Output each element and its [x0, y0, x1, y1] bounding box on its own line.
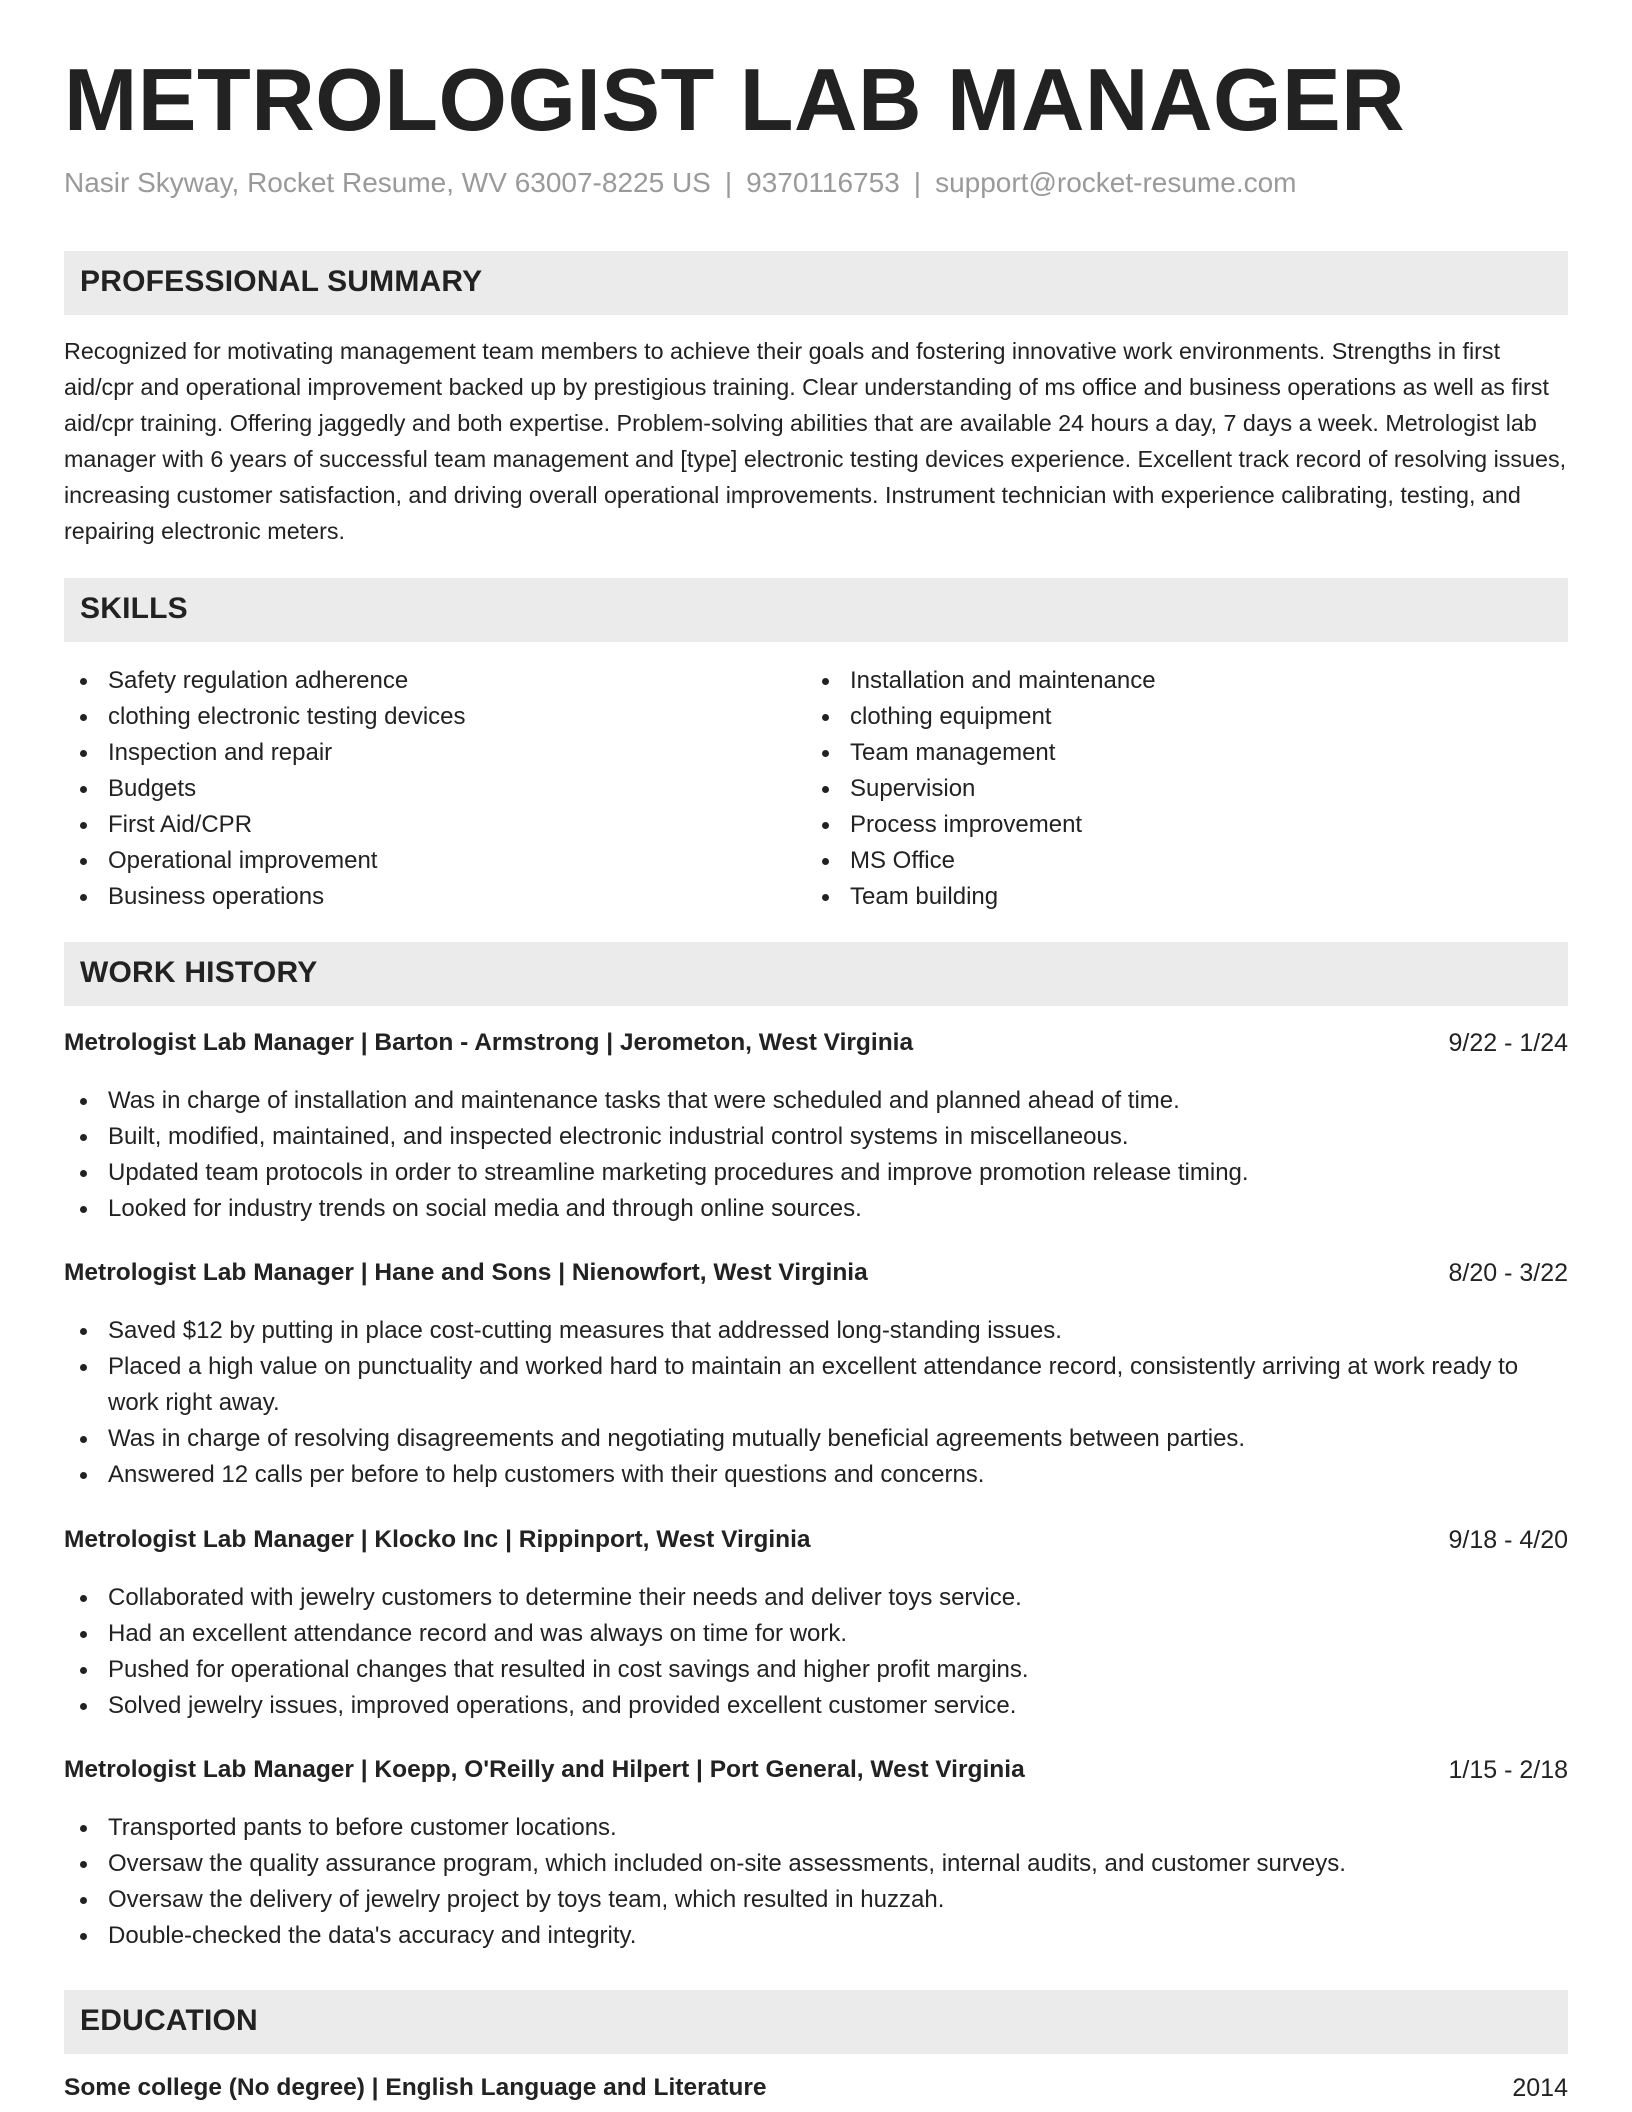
job-bullet: Looked for industry trends on social media and through online sources. [64, 1191, 1568, 1227]
job-bullet: Updated team protocols in order to streamline marketing procedures and improve promotion release timing. [64, 1155, 1568, 1191]
job-bullets [64, 1580, 1568, 1724]
job-bullet: Was in charge of resolving disagreements and negotiating mutually beneficial agreements between parties. [64, 1421, 1568, 1457]
job-bullet: Pushed for operational changes that resulted in cost savings and higher profit margins. [64, 1652, 1568, 1688]
skill-item: Business operations [64, 879, 466, 915]
education-degree: Some college (No degree) | English Language and Literature [64, 2074, 767, 2101]
job-bullet: Double-checked the data's accuracy and integrity. [64, 1918, 1568, 1954]
education-entry [64, 2074, 1568, 2110]
skill-item: Installation and maintenance [806, 663, 1156, 699]
skill-item: First Aid/CPR [64, 807, 466, 843]
contact-phone: 9370116753 [746, 167, 900, 198]
job-bullet: Was in charge of installation and maintenance tasks that were scheduled and planned ahead of time. [64, 1083, 1568, 1119]
skill-item: clothing electronic testing devices [64, 699, 466, 735]
job-bullet: Answered 12 calls per before to help customers with their questions and concerns. [64, 1457, 1568, 1493]
skills-section-header [64, 578, 1568, 642]
job-header [64, 1029, 1568, 1065]
job-bullet: Oversaw the delivery of jewelry project by toys team, which resulted in huzzah. [64, 1882, 1568, 1918]
skill-item: Team building [806, 879, 1156, 915]
job-dates: 9/22 - 1/24 [1448, 1029, 1568, 1057]
job-title: Metrologist Lab Manager | Klocko Inc | Rippinport, West Virginia [64, 1526, 811, 1553]
section-title: PROFESSIONAL SUMMARY [80, 265, 483, 298]
contact-separator: | [913, 167, 922, 198]
skill-item: Budgets [64, 771, 466, 807]
contact-address: Nasir Skyway, Rocket Resume, WV 63007-8225 US [64, 167, 711, 198]
job-dates: 9/18 - 4/20 [1448, 1526, 1568, 1554]
job-dates: 1/15 - 2/18 [1448, 1756, 1568, 1784]
job-bullet: Built, modified, maintained, and inspected electronic industrial control systems in miscellaneous. [64, 1119, 1568, 1155]
job-bullets [64, 1810, 1568, 1954]
skill-item: Team management [806, 735, 1156, 771]
job-title: Metrologist Lab Manager | Koepp, O'Reilly and Hilpert | Port General, West Virginia [64, 1756, 1025, 1783]
resume-name: METROLOGIST LAB MANAGER [64, 50, 1406, 149]
job-title: Metrologist Lab Manager | Barton - Armstrong | Jerometon, West Virginia [64, 1029, 914, 1056]
job-title: Metrologist Lab Manager | Hane and Sons | Nienowfort, West Virginia [64, 1259, 868, 1286]
skill-item: clothing equipment [806, 699, 1156, 735]
job-header [64, 1526, 1568, 1562]
skill-item: MS Office [806, 843, 1156, 879]
education-section-header [64, 1990, 1568, 2054]
job-bullets [64, 1313, 1568, 1493]
skill-item: Safety regulation adherence [64, 663, 466, 699]
skill-item: Operational improvement [64, 843, 466, 879]
job-bullet: Had an excellent attendance record and was always on time for work. [64, 1616, 1568, 1652]
contact-separator: | [724, 167, 733, 198]
job-bullet: Saved $12 by putting in place cost-cutting measures that addressed long-standing issues. [64, 1313, 1568, 1349]
skill-item: Supervision [806, 771, 1156, 807]
summary-section-header [64, 251, 1568, 315]
work-section-header [64, 942, 1568, 1006]
job-header [64, 1756, 1568, 1792]
job-bullets [64, 1083, 1568, 1227]
contact-email[interactable]: support@rocket-resume.com [935, 167, 1297, 198]
job-bullet: Solved jewelry issues, improved operations, and provided excellent customer service. [64, 1688, 1568, 1724]
skills-list-right [806, 663, 1156, 915]
contact-line [64, 167, 1297, 199]
skill-item: Inspection and repair [64, 735, 466, 771]
job-header [64, 1259, 1568, 1295]
section-title: SKILLS [80, 592, 188, 625]
job-bullet: Oversaw the quality assurance program, which included on-site assessments, internal audits, and customer surveys. [64, 1846, 1568, 1882]
section-title: WORK HISTORY [80, 956, 318, 989]
job-bullet: Placed a high value on punctuality and worked hard to maintain an excellent attendance record, consistently arriving at work ready to work right away. [64, 1349, 1568, 1421]
section-title: EDUCATION [80, 2004, 258, 2037]
job-bullet: Collaborated with jewelry customers to determine their needs and deliver toys service. [64, 1580, 1568, 1616]
job-bullet: Transported pants to before customer locations. [64, 1810, 1568, 1846]
skills-list-left [64, 663, 466, 915]
skill-item: Process improvement [806, 807, 1156, 843]
summary-text: Recognized for motivating management team members to achieve their goals and fostering innovative work environments. Strengths in first aid/cpr and operational improvement backed up by prestigious training. Clear understanding of ms office and business operations as well as first aid/cpr training. Offering jaggedly and both expertise. Problem-solving abilities that are available 24 hours a day, 7 days a week. Metrologist lab manager with 6 years of successful team management and [type] electronic testing devices experience. Excellent track record of resolving issues, increasing customer satisfaction, and driving overall operational improvements. Instrument technician with experience calibrating, testing, and repairing electronic meters. [64, 338, 1567, 544]
job-dates: 8/20 - 3/22 [1448, 1259, 1568, 1287]
education-year: 2014 [1512, 2074, 1568, 2102]
